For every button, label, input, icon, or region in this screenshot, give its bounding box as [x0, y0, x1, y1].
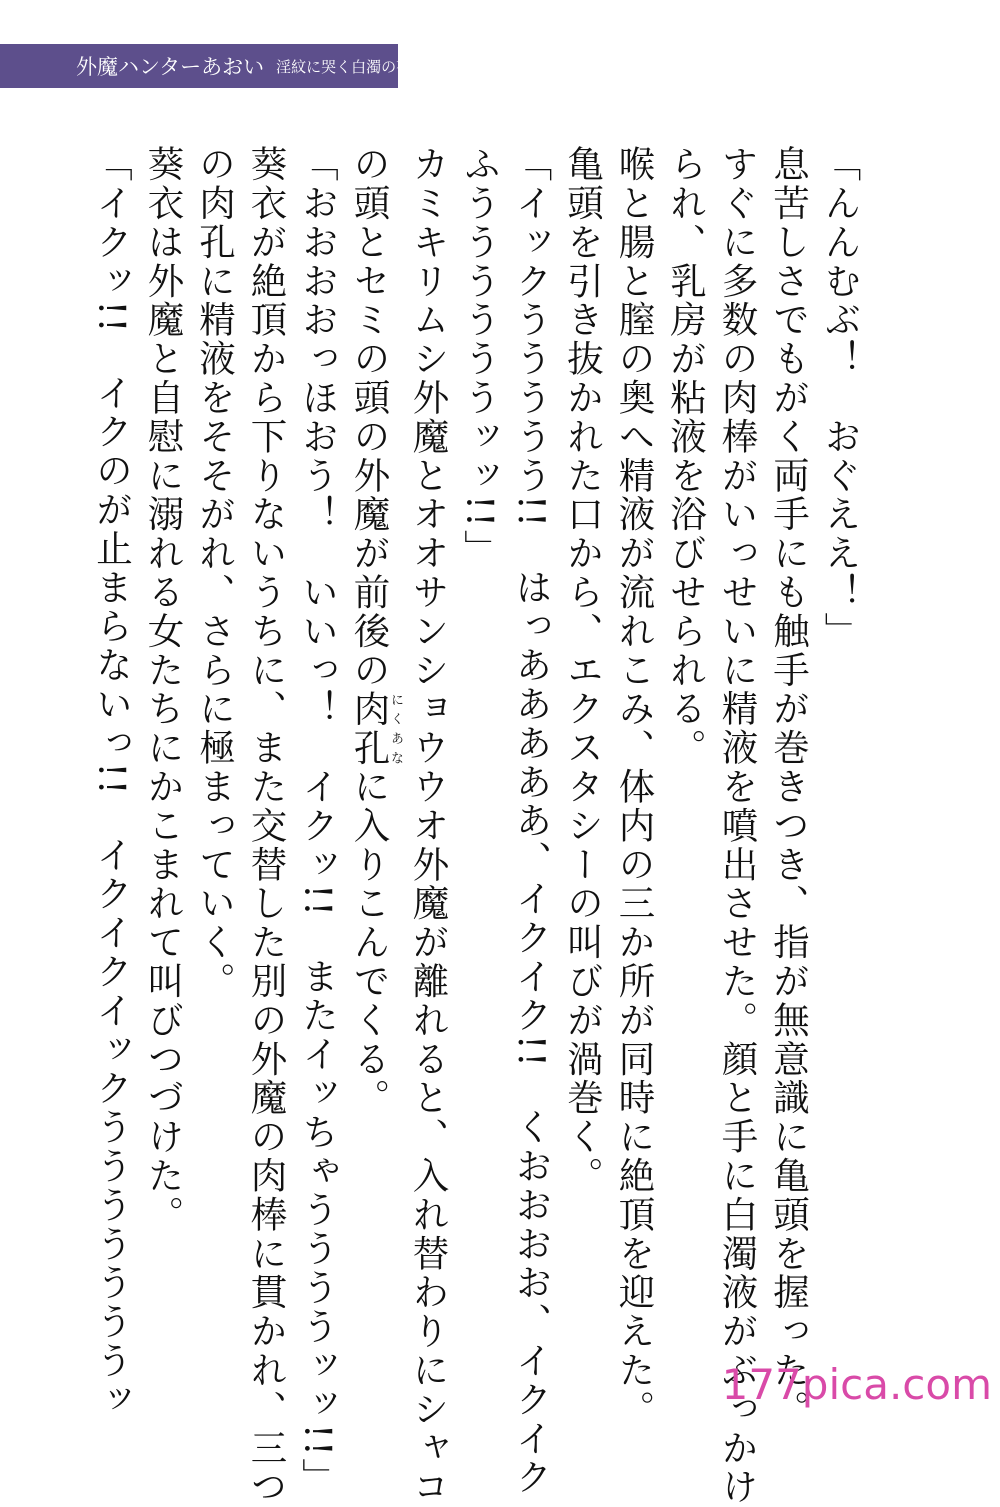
chapter-subtitle: 淫紋に哭く白濁の夜 — [276, 57, 412, 76]
series-title: 外魔ハンターあおい — [76, 55, 265, 79]
text-line: 亀頭を引き抜かれた口から、エクスタシーの叫びが渦巻く。 — [561, 145, 605, 1196]
furigana-word — [348, 689, 403, 768]
text-line: られ、乳房が粘液を浴びせられる。 — [664, 145, 708, 768]
ruby-base: 肉孔 — [348, 689, 391, 768]
text-line: すぐに多数の肉棒がいっせいに精液を噴出させた。顔と手に白濁液がぶっかけ — [716, 145, 759, 1507]
text-segment: に入りこんでくる。 — [348, 767, 391, 1118]
ruby-reading: にくあな — [388, 689, 403, 768]
text-line: 「おおおおっほおう！ いいっ！ イクッ!! またイッちゃううううッッ!!」 — [296, 145, 340, 1497]
text-segment: の頭とセミの頭の外魔が前後の — [348, 145, 391, 690]
text-line: 葵衣が絶頂から下りないうちに、また交替した別の外魔の肉棒に貫かれ、三つ — [245, 145, 288, 1507]
watermark-text: 177pica.com — [721, 1360, 992, 1409]
running-header — [0, 44, 412, 88]
text-line: 「イックううううう!! はっあああああ、イクイク!! くおおおお、イクイク — [510, 145, 553, 1497]
text-line: 喉と腸と膣の奥へ精液が流れこみ、体内の三か所が同時に絶頂を迎えた。 — [613, 145, 656, 1429]
text-line: カミキリムシ外魔とオオサンショウウオ外魔が離れると、入れ替わりにシャコ — [407, 145, 450, 1507]
text-line-with-ruby — [344, 145, 403, 1375]
text-line: の肉孔に精液をそそがれ、さらに極まっていく。 — [193, 145, 237, 1001]
text-line: 息苦しさでもがく両手にも触手が巻きつき、指が無意識に亀頭を握った。 — [767, 145, 811, 1429]
text-line: ふううううううッッ!!」 — [458, 145, 502, 569]
text-line: 「んんむぶ！ おぐええ！」 — [819, 145, 862, 651]
text-line: 葵衣は外魔と自慰に溺れる女たちにかこまれて叫びつづけた。 — [142, 145, 185, 1235]
text-line: 「イクッ!! イクのが止まらないっ!! イクイクイックうううううううッ — [90, 145, 134, 1420]
